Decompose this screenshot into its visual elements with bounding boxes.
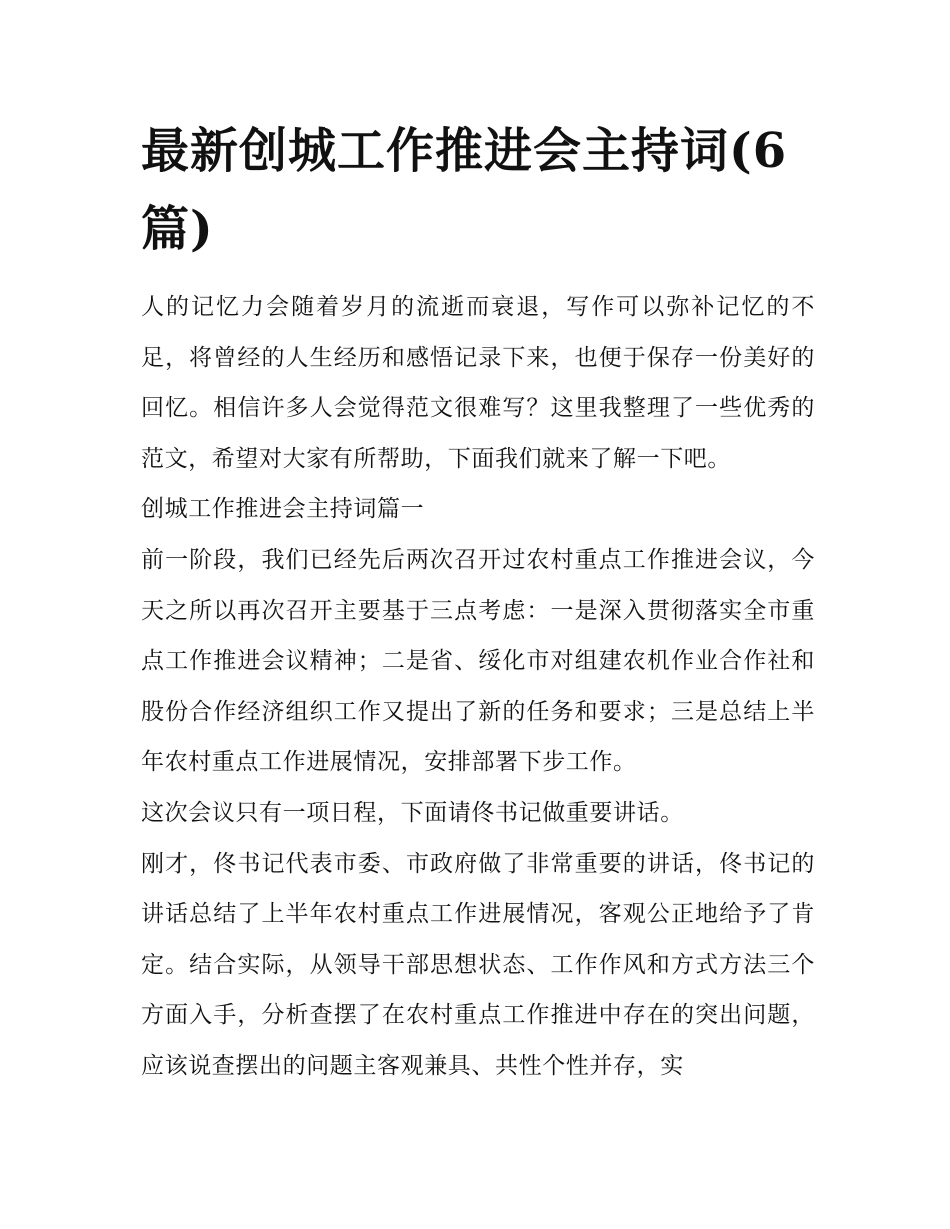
body-paragraph: 这次会议只有一项日程，下面请佟书记做重要讲话。	[141, 799, 684, 826]
body-paragraph: 前一阶段，我们已经先后两次召开过农村重点工作推进会议，今天之所以再次召开主要基于三点考虑：一是深入贯彻落实全市重点工作推进会议精神；二是省、绥化市对组建农机作业合作社和股份合作经济组织工作又提出了新的任务和要求；三是总结上半年农村重点工作进展情况，安排部署下步工作。	[141, 546, 815, 776]
intro-paragraph: 人的记忆力会随着岁月的流逝而衰退，写作可以弥补记忆的不足，将曾经的人生经历和感悟记录下来，也便于保存一份美好的回忆。相信许多人会觉得范文很难写？这里我整理了一些优秀的范文，希望对大家有所帮助，下面我们就来了解一下吧。	[141, 294, 815, 472]
body-paragraph: 刚才，佟书记代表市委、市政府做了非常重要的讲话，佟书记的讲话总结了上半年农村重点工作进展情况，客观公正地给予了肯定。结合实际，从领导干部思想状态、工作作风和方式方法三个方面入手，分析查摆了在农村重点工作推进中存在的突出问题，应该说查摆出的问题主客观兼具、共性个性并存，实	[141, 850, 815, 1079]
section-heading: 创城工作推进会主持词篇一	[141, 496, 425, 523]
document-title: 最新创城工作推进会主持词(6篇)	[141, 123, 788, 257]
document-page	[141, 112, 815, 1092]
